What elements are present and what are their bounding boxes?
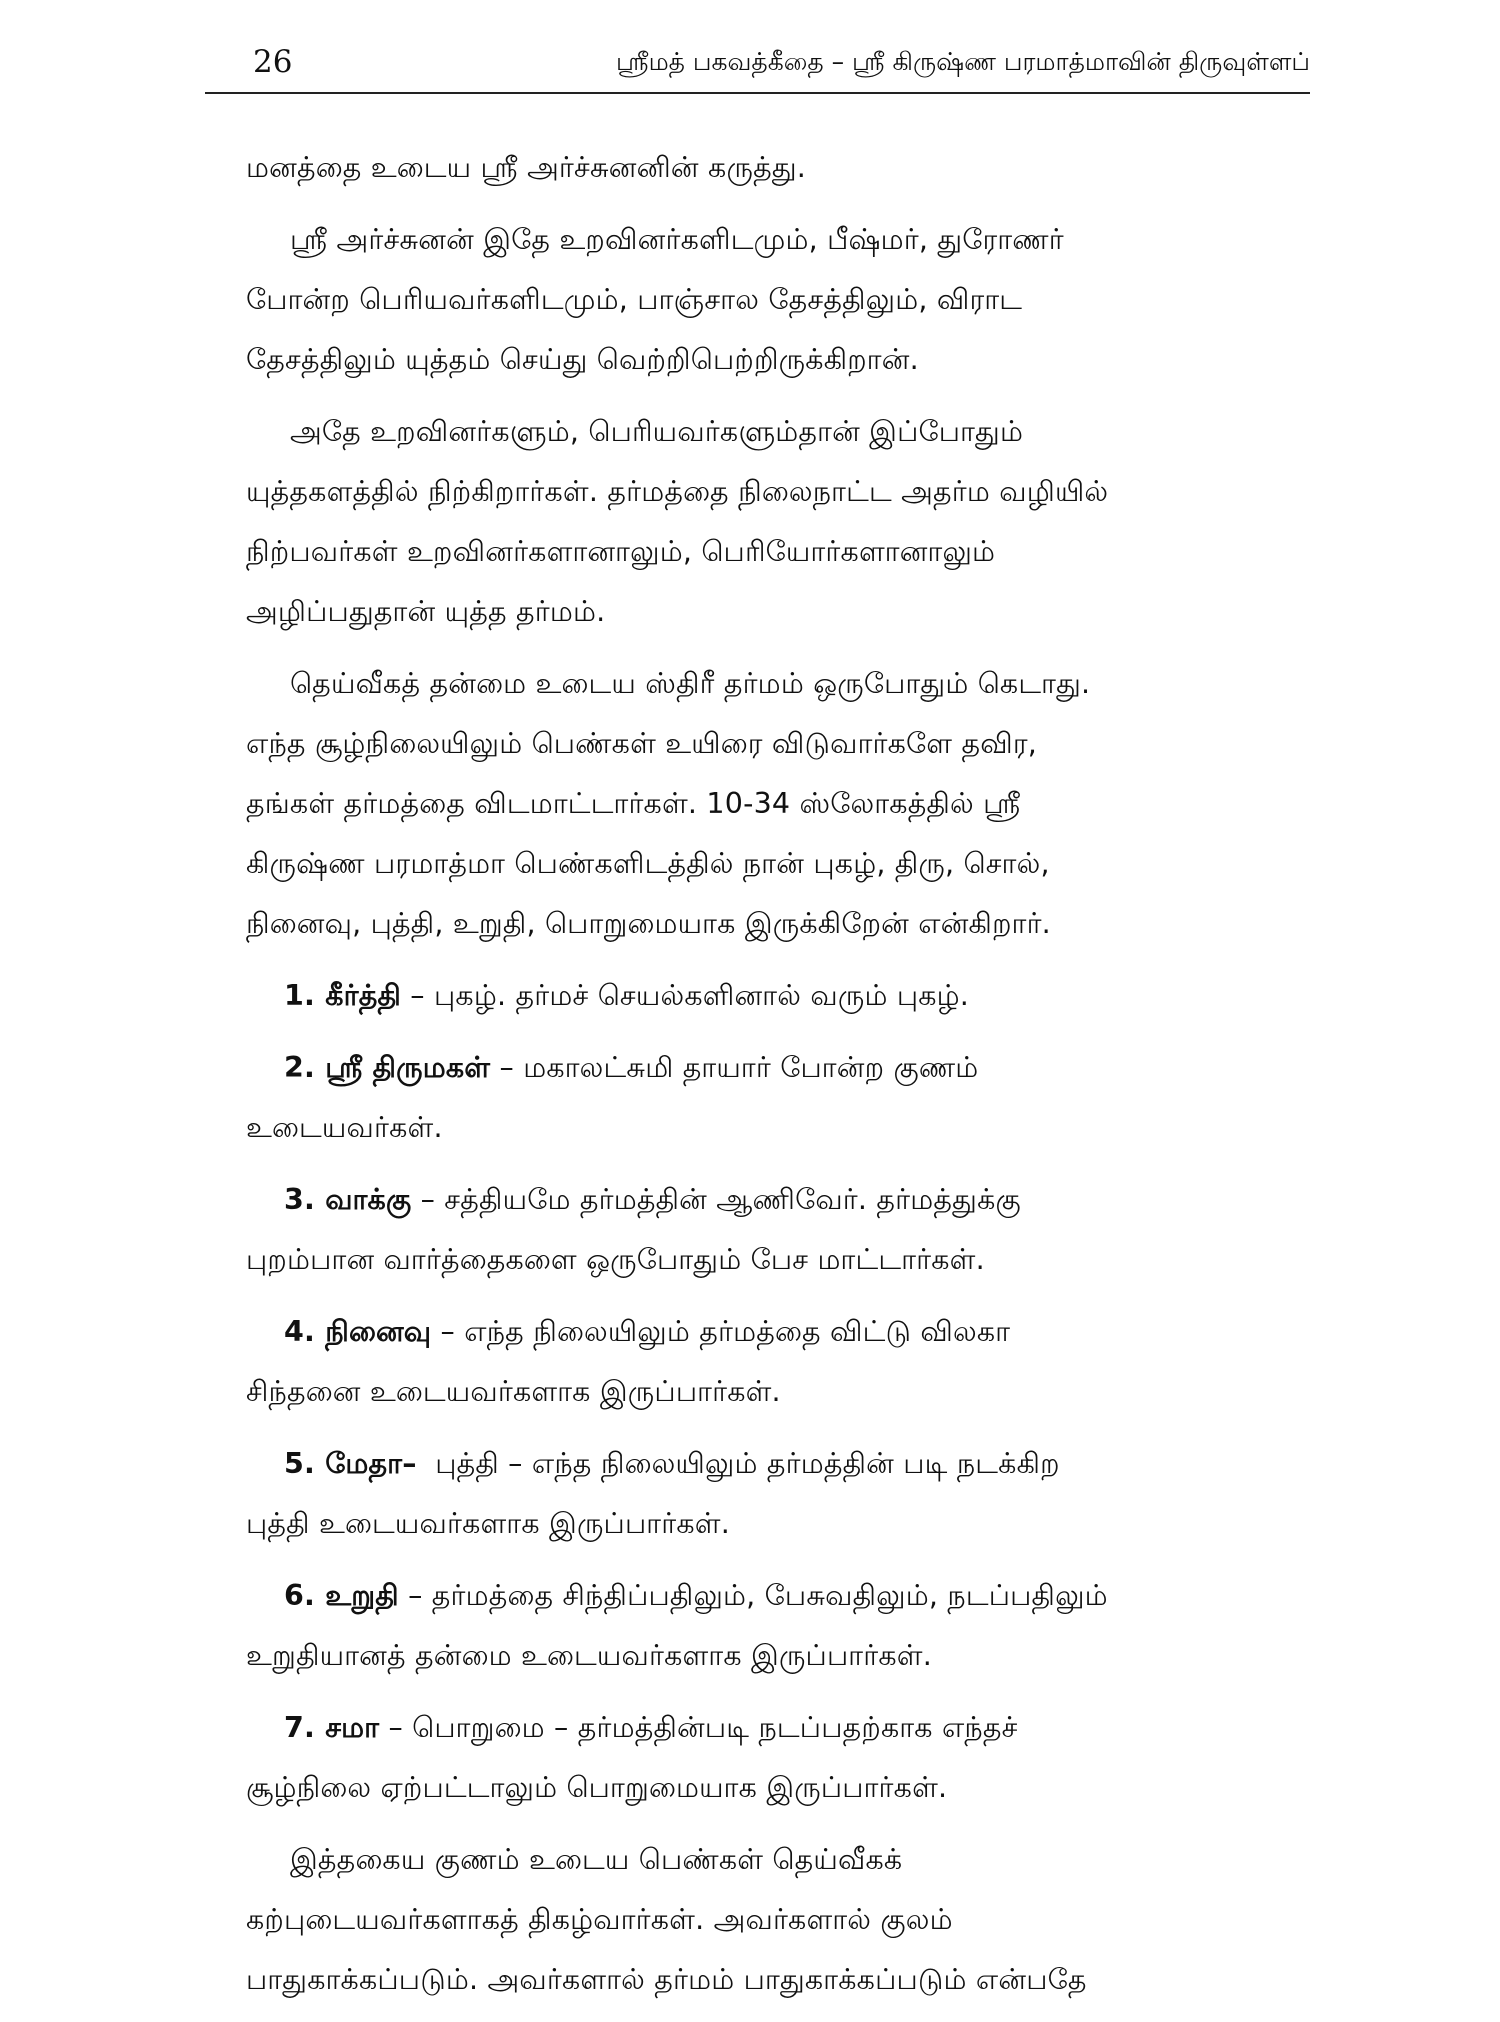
list-number: 5. bbox=[284, 1447, 326, 1480]
text-line: புத்தி உடையவர்களாக இருப்பார்கள். bbox=[246, 1507, 730, 1540]
paragraph bbox=[246, 138, 1326, 198]
text-line: மனத்தை உடைய ஸ்ரீ அர்ச்சுனனின் கருத்து. bbox=[246, 151, 807, 184]
list-number: 6. bbox=[284, 1579, 326, 1612]
list-item bbox=[246, 1566, 1326, 1686]
list-number: 3. bbox=[284, 1183, 326, 1216]
list-term: கீர்த்தி bbox=[325, 979, 402, 1012]
list-item bbox=[246, 966, 1326, 1026]
list-term: நினைவு bbox=[325, 1315, 432, 1348]
list-text: – மகாலட்சுமி தாயார் போன்ற குணம் bbox=[490, 1051, 979, 1084]
text-line: தெய்வீகத் தன்மை உடைய ஸ்திரீ தர்மம் ஒருபோதும் கெடாது. bbox=[290, 667, 1091, 700]
page-header bbox=[205, 38, 1310, 98]
list-text: – புகழ். தர்மச் செயல்களினால் வரும் புகழ். bbox=[401, 979, 970, 1012]
list-text: புத்தி – எந்த நிலையிலும் தர்மத்தின் படி நடக்கிற bbox=[416, 1447, 1060, 1480]
text-line bbox=[246, 1170, 1326, 1230]
list-text: – எந்த நிலையிலும் தர்மத்தை விட்டு விலகா bbox=[431, 1315, 1011, 1348]
list-term: உறுதி bbox=[325, 1579, 399, 1612]
body-text bbox=[246, 138, 1326, 2022]
list-text: – தர்மத்தை சிந்திப்பதிலும், பேசுவதிலும், நடப்பதிலும் bbox=[398, 1579, 1108, 1612]
text-line bbox=[246, 1698, 1326, 1758]
list-item bbox=[246, 1434, 1326, 1554]
text-line: அதே உறவினர்களும், பெரியவர்களும்தான் இப்போதும் bbox=[290, 415, 1024, 448]
text-line bbox=[246, 1434, 1326, 1494]
text-line: கிருஷ்ண பரமாத்மா பெண்களிடத்தில் நான் புகழ், திரு, சொல், bbox=[246, 847, 1050, 880]
text-line: பாதுகாக்கப்படும். அவர்களால் தர்மம் பாதுகாக்கப்படும் என்பதே bbox=[246, 1963, 1087, 1996]
header-rule bbox=[205, 92, 1310, 94]
text-line: உடையவர்கள். bbox=[246, 1111, 443, 1144]
list-term: ஸ்ரீ திருமகள் bbox=[325, 1051, 491, 1084]
paragraph bbox=[246, 402, 1326, 642]
text-line: யுத்தகளத்தில் நிற்கிறார்கள். தர்மத்தை நிலைநாட்ட அதர்ம வழியில் bbox=[246, 475, 1109, 508]
paragraph bbox=[246, 210, 1326, 390]
text-line: அழிப்பதுதான் யுத்த தர்மம். bbox=[246, 595, 606, 628]
list-item bbox=[246, 1038, 1326, 1158]
list-number: 4. bbox=[284, 1315, 326, 1348]
list-item bbox=[246, 1302, 1326, 1422]
text-line: தேசத்திலும் யுத்தம் செய்து வெற்றிபெற்றிருக்கிறான். bbox=[246, 343, 919, 376]
list-term: வாக்கு bbox=[325, 1183, 412, 1216]
text-line bbox=[246, 1566, 1326, 1626]
list-item bbox=[246, 1170, 1326, 1290]
running-title: ஸ்ரீமத் பகவத்கீதை – ஸ்ரீ கிருஷ்ண பரமாத்மாவின் திருவுள்ளப் bbox=[616, 47, 1310, 76]
text-line bbox=[246, 1302, 1326, 1362]
text-line: கற்புடையவர்களாகத் திகழ்வார்கள். அவர்களால் குலம் bbox=[246, 1903, 953, 1936]
text-line: புறம்பான வார்த்தைகளை ஒருபோதும் பேச மாட்டார்கள். bbox=[246, 1243, 985, 1276]
text-line: உறுதியானத் தன்மை உடையவர்களாக இருப்பார்கள். bbox=[246, 1639, 932, 1672]
list-text: – சத்தியமே தர்மத்தின் ஆணிவேர். தர்மத்துக்கு bbox=[411, 1183, 1021, 1216]
text-line: சூழ்நிலை ஏற்பட்டாலும் பொறுமையாக இருப்பார்கள். bbox=[246, 1771, 948, 1804]
text-line: இத்தகைய குணம் உடைய பெண்கள் தெய்வீகக் bbox=[290, 1843, 903, 1876]
text-line bbox=[246, 966, 1326, 1026]
list-number: 2. bbox=[284, 1051, 326, 1084]
list-term: சமா bbox=[325, 1711, 380, 1744]
text-line: போன்ற பெரியவர்களிடமும், பாஞ்சால தேசத்திலும், விராட bbox=[246, 283, 1023, 316]
text-line: நிற்பவர்கள் உறவினர்களானாலும், பெரியோர்களானாலும் bbox=[246, 535, 996, 568]
paragraph bbox=[246, 1830, 1326, 2010]
text-line: சிந்தனை உடையவர்களாக இருப்பார்கள். bbox=[246, 1375, 781, 1408]
text-line: நினைவு, புத்தி, உறுதி, பொறுமையாக இருக்கிறேன் என்கிறார். bbox=[246, 907, 1051, 940]
text-line: எந்த சூழ்நிலையிலும் பெண்கள் உயிரை விடுவார்களே தவிர, bbox=[246, 727, 1038, 760]
list-text: – பொறுமை – தர்மத்தின்படி நடப்பதற்காக எந்தச் bbox=[379, 1711, 1018, 1744]
text-line: தங்கள் தர்மத்தை விடமாட்டார்கள். 10-34 ஸ்லோகத்தில் ஸ்ரீ bbox=[246, 787, 1021, 820]
page-number: 26 bbox=[253, 44, 293, 80]
list-term: மேதா– bbox=[325, 1447, 417, 1480]
list-number: 7. bbox=[284, 1711, 326, 1744]
paragraph bbox=[246, 654, 1326, 954]
text-line: ஸ்ரீ அர்ச்சுனன் இதே உறவினர்களிடமும், பீஷ்மர், துரோணர் bbox=[290, 223, 1064, 256]
list-number: 1. bbox=[284, 979, 326, 1012]
text-line bbox=[246, 1038, 1326, 1098]
list-item bbox=[246, 1698, 1326, 1818]
